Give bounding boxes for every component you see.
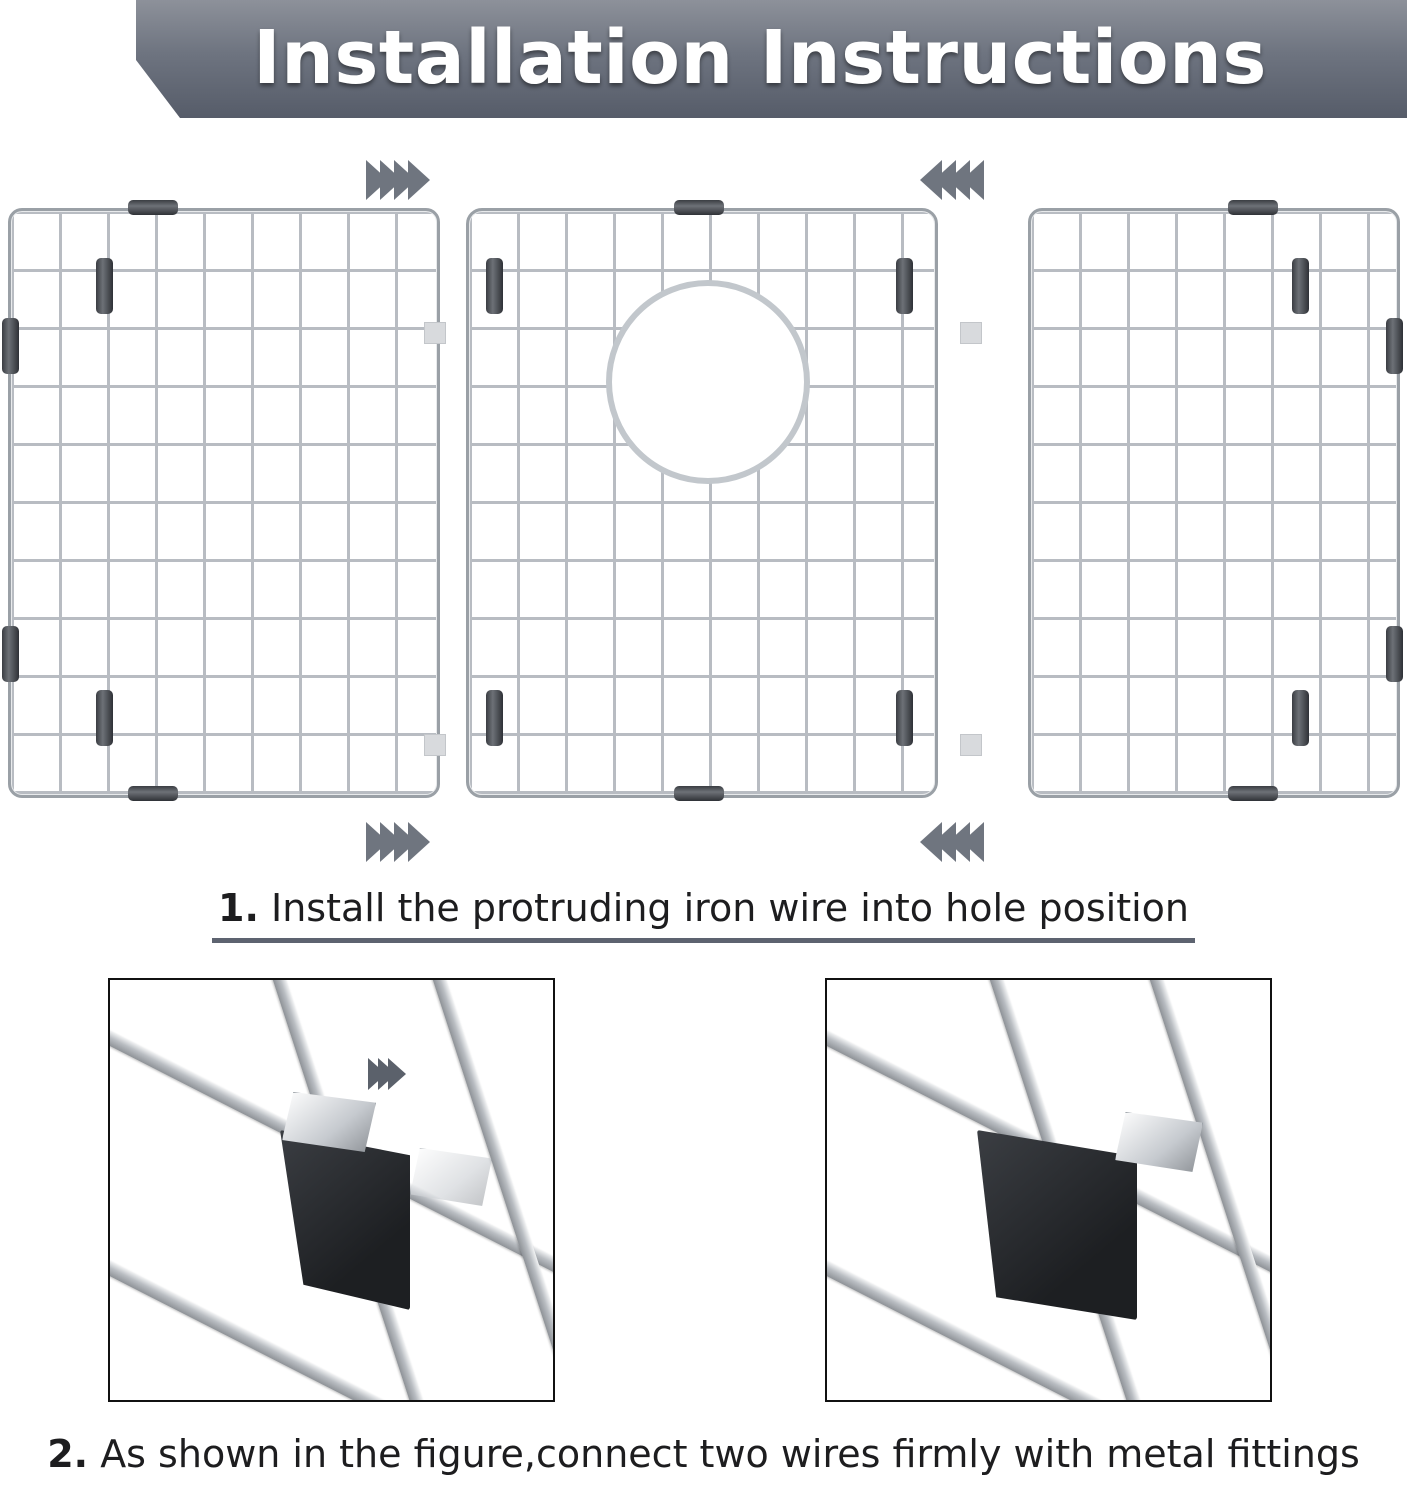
arrow-top-left — [366, 160, 422, 200]
left-grid-wires — [8, 208, 440, 798]
left-grid — [8, 208, 440, 798]
clip-fitting — [96, 690, 113, 746]
clip-fitting — [896, 690, 913, 746]
mounting-tab — [960, 734, 982, 756]
right-grid — [1028, 208, 1400, 798]
clip-fitting — [1292, 690, 1309, 746]
clip-fitting — [128, 786, 178, 801]
step-2-number: 2. — [47, 1432, 89, 1476]
clip-fitting — [2, 626, 19, 682]
clip-fitting — [96, 258, 113, 314]
right-grid-wires — [1028, 208, 1400, 798]
page-title: Installation Instructions — [253, 15, 1267, 101]
chevron-left-icon — [962, 822, 984, 862]
mounting-tab — [424, 734, 446, 756]
clip-fitting — [1292, 258, 1309, 314]
installation-diagram — [0, 122, 1407, 882]
photo-fitting-open — [108, 978, 555, 1402]
clip-fitting — [674, 200, 724, 215]
arrow-bottom-left — [366, 822, 422, 862]
mounting-tab — [424, 322, 446, 344]
step-2-label: As shown in the figure,connect two wires firmly with metal fittings — [100, 1432, 1360, 1476]
clip-fitting — [674, 786, 724, 801]
clip-fitting — [486, 258, 503, 314]
chevron-left-icon — [962, 160, 984, 200]
step-1-text-wrapper — [212, 886, 1195, 943]
step-1-caption — [0, 886, 1407, 943]
center-grid-with-drain-hole — [466, 208, 938, 798]
clip-fitting — [1228, 200, 1278, 215]
clip-fitting — [486, 690, 503, 746]
clip-fitting — [1386, 626, 1403, 682]
page-header — [0, 0, 1407, 122]
arrow-insert-direction — [368, 1058, 398, 1090]
clip-fitting — [1228, 786, 1278, 801]
clip-fitting — [128, 200, 178, 215]
mounting-tab — [960, 322, 982, 344]
clip-fitting — [1386, 318, 1403, 374]
photo-fitting-closed — [825, 978, 1272, 1402]
step-1-label: Install the protruding iron wire into hole position — [270, 886, 1189, 930]
step-2-text-wrapper — [47, 1432, 1360, 1476]
fitting-photos — [0, 968, 1407, 1418]
wire-rod — [1145, 978, 1272, 1402]
step-2-caption — [0, 1432, 1407, 1476]
chevron-right-icon — [408, 822, 430, 862]
arrow-bottom-right — [928, 822, 984, 862]
clip-fitting — [2, 318, 19, 374]
chevron-right-icon — [388, 1058, 406, 1090]
step-1-number: 1. — [218, 886, 259, 930]
metal-fitting-body — [280, 1130, 410, 1310]
metal-fitting-body — [977, 1130, 1137, 1320]
drain-hole-cutout — [606, 280, 810, 484]
clip-fitting — [896, 258, 913, 314]
chevron-right-icon — [408, 160, 430, 200]
arrow-top-right — [928, 160, 984, 200]
